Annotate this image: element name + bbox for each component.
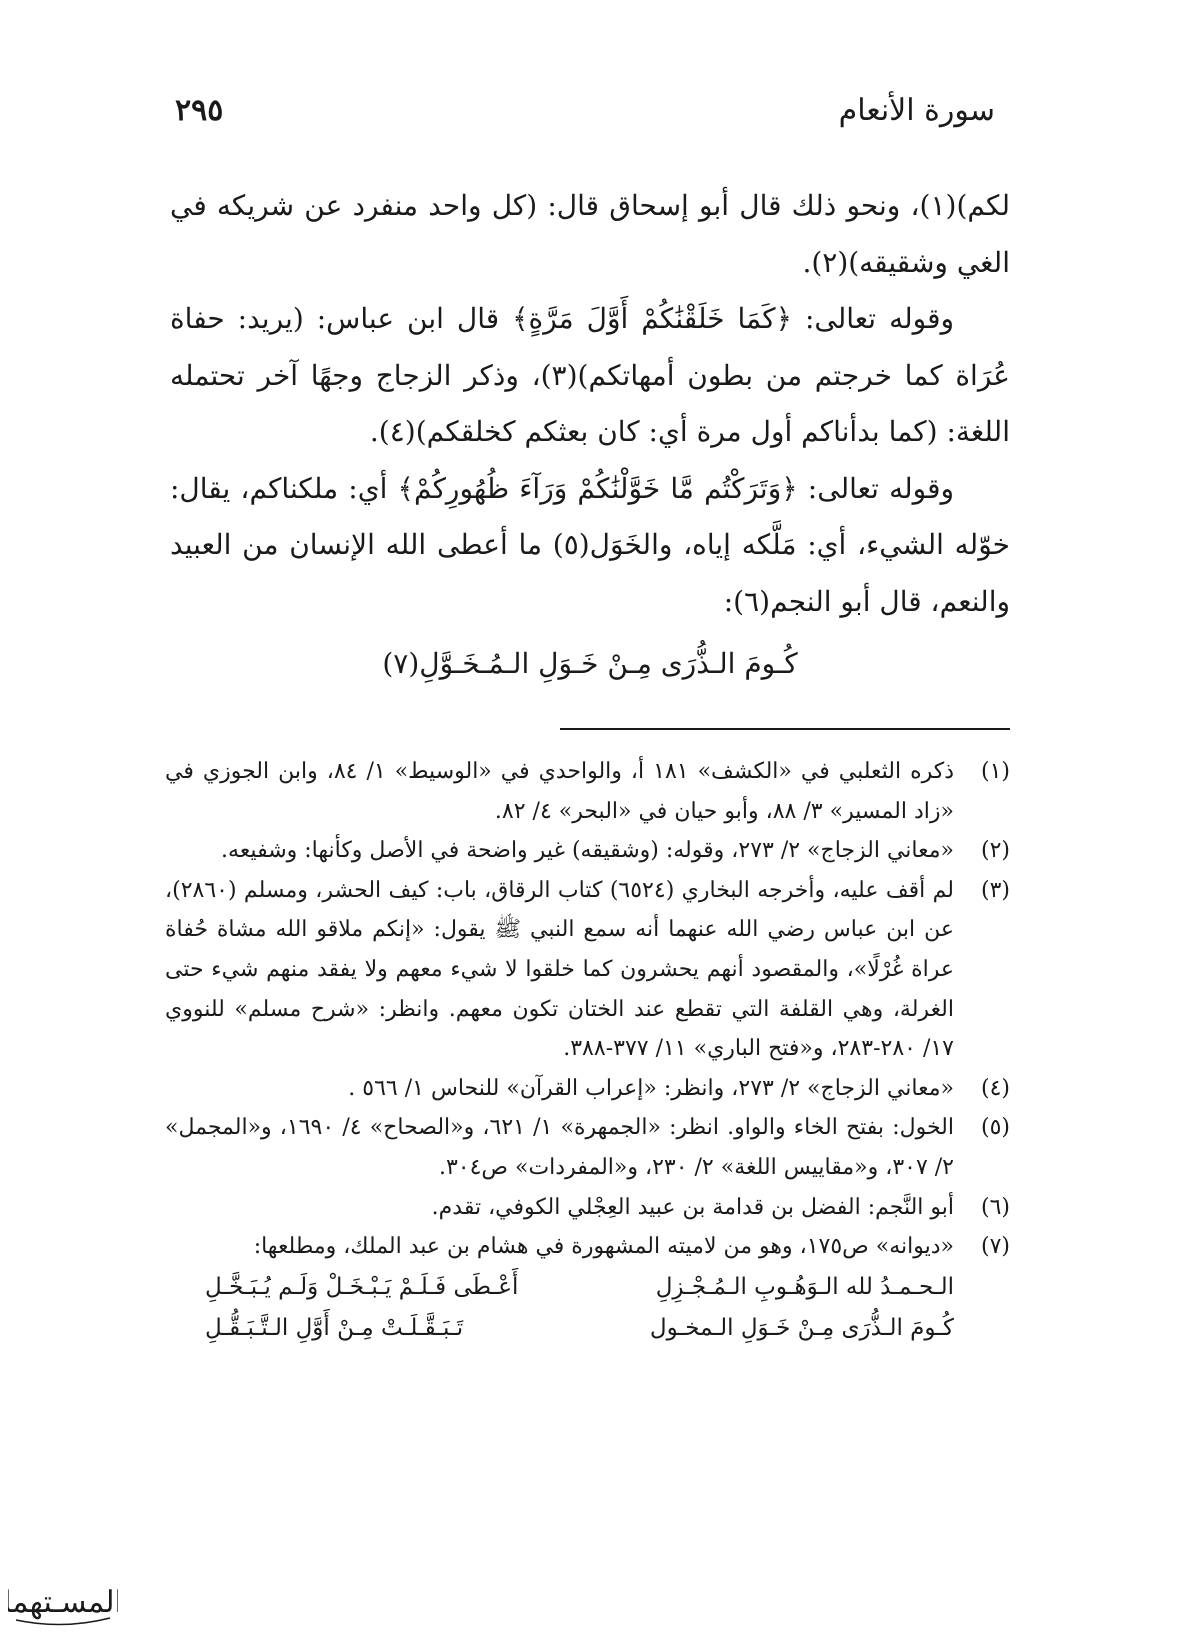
poetry-verse: كُـومَ الـذُّرَى مِـنْ خَـوَلِ الـمُـخَـوَّلِ(٧) (382, 647, 798, 680)
footnote-text: أبو النَّجم: الفضل بن قدامة بن عبيد العِجْلي الكوفي، تقدم. (431, 1194, 954, 1220)
poem-line-1 (165, 1267, 1010, 1308)
main-text (170, 178, 1010, 694)
main-paragraph-3: وقوله تعالى: ﴿وَتَرَكْتُم مَّا خَوَّلْنَٰكُمْ وَرَآءَ ظُهُورِكُمْ﴾ أي: ملكناكم، يقال: خوّله الشيء، أي: مَلَّكه إياه، والخَوَل(٥) ما أعطى الله الإنسان من العبيد والنعم، قال أبو النجم(٦): (170, 471, 1010, 618)
footnote-number: (٧) (980, 1234, 1010, 1260)
footnote-text: الخول: بفتح الخاء والواو. انظر: «الجمهرة» ١/ ٦٢١، و«الصحاح» ٤/ ١٦٩٠، و«المجمل» ٢/ ٣٠٧، و«مقاييس اللغة» ٢/ ٢٣٠، و«المفردات» ص٣٠٤. (165, 1115, 954, 1180)
footnote-divider (560, 728, 1010, 730)
footnote-number: (٢) (980, 838, 1010, 864)
footnote-text: «معاني الزجاج» ٢/ ٢٧٣، وانظر: «إعراب القرآن» للنحاس ١/ ٥٦٦ . (348, 1075, 954, 1101)
stamp-logo-icon (8, 1568, 118, 1638)
footnote-text: لم أقف عليه، وأخرجه البخاري (٦٥٢٤) كتاب الرقاق، باب: كيف الحشر، ومسلم (٢٨٦٠)، عن ابن عباس رضي الله عنهما أنه سمع النبي ﷺ يقول: «إنكم ملاقو الله مشاة حُفاة عراة غُرْلًا»، والمقصود أنهم يحشرون كما خلقوا لا شيء معهم ولا يفقد منهم شيء حتى الغرلة، وهي القلفة التي تقطع عند الختان تكون معهم. وانظر: «شرح مسلم» للنووي ١٧/ ٢٨٠-٢٨٣، و«فتح الباري» ١١/ ٣٧٧-٣٨٨. (165, 877, 954, 1062)
footnote-text: «ديوانه» ص١٧٥، وهو من لاميته المشهورة في هشام بن عبد الملك، ومطلعها: (253, 1234, 954, 1260)
footnotes (165, 752, 1010, 1349)
footnote-3 (165, 871, 1010, 1069)
footnote-text: «معاني الزجاج» ٢/ ٢٧٣، وقوله: (وشقيقه) غير واضحة في الأصل وكأنها: وشفيعه. (221, 838, 954, 864)
footnote-5 (165, 1108, 1010, 1187)
library-stamp-logo (8, 1568, 118, 1638)
page-header (175, 88, 995, 132)
poem-hemistich: أَعْـطَى فَـلَـمْ يَـبْـخَـلْ وَلَـم يُـبَـخَّـلِ (205, 1273, 519, 1300)
stamp-lettering: المسـتهما (8, 1585, 118, 1620)
poem-line-2 (165, 1308, 1010, 1349)
footnote-7 (165, 1227, 1010, 1267)
poem-hemistich: كُـومَ الـذُّرَى مِـنْ خَـوَلِ الـمخـول (649, 1314, 954, 1341)
poem-hemistich: تَـبَـقَّـلَـتْ مِـنْ أَوَّلِ الـتَّـبَـقُّـلِ (205, 1314, 464, 1341)
main-paragraph-2: وقوله تعالى: ﴿كَمَا خَلَقْنَٰكُمْ أَوَّلَ مَرَّةٍ﴾ قال ابن عباس: (يريد: حفاة عُرَاة كما خرجتم من بطون أمهاتكم)(٣)، وذكر الزجاج وجهًا آخر تحتمله اللغة: (كما بدأناكم أول مرة أي: كان بعثكم كخلقكم)(٤). (170, 302, 1010, 448)
footnote-4 (165, 1069, 1010, 1109)
poem-hemistich: الـحـمـدُ لله الـوَهُـوبِ الـمُـجْـزِلِ (655, 1273, 954, 1300)
footnote-text: ذكره الثعلبي في «الكشف» ١٨١ أ، والواحدي في «الوسيط» ١/ ٨٤، وابن الجوزي في «زاد المسير» ٣/ ٨٨، وأبو حيان في «البحر» ٤/ ٨٢. (165, 759, 955, 824)
footnote-number: (٥) (980, 1115, 1010, 1141)
footnote-number: (٣) (980, 877, 1010, 903)
footnote-number: (٤) (980, 1075, 1010, 1101)
footnote-6 (165, 1188, 1010, 1228)
main-paragraph-1: لكم)(١)، ونحو ذلك قال أبو إسحاق قال: (كل واحد منفرد عن شريكه في الغي وشقيقه)(٢). (170, 189, 1010, 279)
footnote-1 (165, 752, 1010, 831)
surah-title: سورة الأنعام (838, 92, 995, 128)
footnote-number: (١) (980, 759, 1010, 784)
footnote-2 (165, 831, 1010, 871)
footnote-number: (٦) (980, 1194, 1010, 1220)
page-number: ٢٩٥ (175, 92, 224, 128)
